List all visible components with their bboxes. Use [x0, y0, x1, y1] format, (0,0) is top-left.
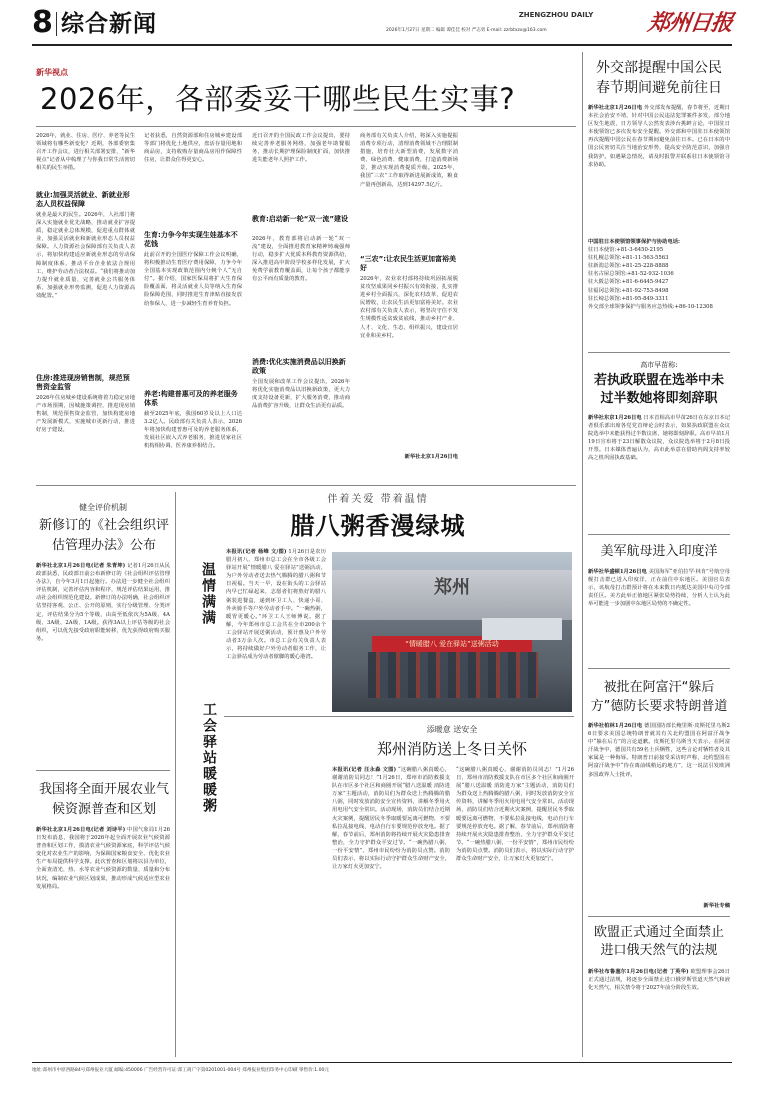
takaichi-dateline: 新华社东京1月26日电 [588, 415, 642, 421]
right-rule-4 [588, 916, 730, 917]
lead-column-2 [144, 132, 242, 477]
newspaper-logo [646, 7, 738, 39]
porridge-byline: 本报讯(记者 杨峰 文/图) [226, 549, 287, 555]
subhead-consumption: 消费:优化实施消费品以旧换新政策 [252, 358, 346, 375]
hotline-item: 驻名古屋总领馆:+81-52-932-1036 [588, 271, 674, 278]
left-rule-1 [36, 770, 170, 771]
hotline-item: 驻大阪总领馆:+81-6-6445-9427 [588, 279, 669, 286]
housing-text: 2026年住房城乡建设系统将着力稳定房地产市场预期，因城施策调控，推进现房销售制，规范预售资金监管，加快构建房地产发展新模式，实施城市更新行动，推进好房子建设。 [36, 395, 135, 434]
social-org-kicker: 健全评价机制 [79, 503, 127, 512]
kicker-label: 新华视点 [36, 68, 68, 77]
subhead-rural: “三农”:让农民生活更加富裕美好 [360, 255, 457, 272]
lead-column-4 [360, 132, 458, 477]
takaichi-body [588, 414, 730, 526]
carrier-headline: 美军航母进入印度洋 [600, 544, 718, 559]
fire-headline: 郑州消防送上冬日关怀 [376, 740, 527, 758]
carrier-body [588, 568, 730, 662]
agri-climate-headline: 我国将全面开展农业气候资源普查和区划 [38, 782, 169, 817]
right-rule-2 [588, 534, 730, 535]
education-text: 2026年，教育部将启动新一轮“双一流”建设，全面推进教育家精神铸魂强师行动，稳步扩大优质本科教育资源供给，深入推进高中阶段学校多样化发展，扩大免费学前教育覆盖面，让每个孩子都能享有公平而有质量的教育。 [252, 236, 350, 283]
porridge-body [226, 548, 326, 938]
social-org-text: 记者1月26日从民政部获悉，民政部日前公布新修订的《社会组织评估管理办法》，自今年3月1日起施行。办法进一步健全社会组织评估机制，完善评估内容和程序，规范评估结果运用，推动社会组织规范化建设。新修订的办法明确，社会组织评估坚持客观、公正、公开的原则，实行分级管理、分类评定，评估结果分为5个等级，由高至低依次为5A级、4A级、3A级、2A级、1A级。获得3A以上评估等级的社会组织，可以优先接受政府职能转移，优先获得政府购买服务。 [36, 563, 170, 642]
lead-column-3 [252, 132, 350, 477]
station-sign: 郑州 [434, 577, 470, 598]
footer-rule [32, 1062, 732, 1063]
hotline-item: 驻福冈总领馆:+81-92-753-8498 [588, 287, 669, 294]
date-line: 2026年1月27日 星期二 编辑 谭佳佳 校对 严志勇 E-mail: zzrbtxzx@163.com [386, 28, 547, 33]
rural-text: 2026年，农业农村部将持续巩固拓展脱贫攻坚成果同乡村振兴有效衔接，扎实推进乡村全面振兴，深化农村改革，促进农民增收，让农民生活更加富裕美好。农业农村部有关负责人表示，将坚决守住不发生规模性返贫致贫底线，推动乡村产业、人才、文化、生态、组织振兴，建设宜居宜业和美乡村。 [360, 276, 458, 339]
employment-text: 就业是最大的民生。2026年，人社部门将深入实施就业优先战略，推动就业扩容提质，稳定就业总体规模，促进重点群体就业，加强灵活就业和新就业形态人员权益保障。人力资源社会保障部有关负责人表示，将加快构建适应新就业形态的劳动保障制度体系，推动平台企业依法合规用工，维护劳动者合法权益。“我们将推动加力提升就业质量，完善就业公共服务体系，加强就业形势监测，促进人力资源高效配置。” [36, 212, 135, 299]
footer: 地址:郑州市中原西路84号郑州报业大厦 邮编:450006 广告经营许可证:郑工商广字第0201001-004号 郑州报业集团印务中心印刷 零售价:1.00元 [32, 1068, 330, 1073]
lead-intro: 2026年，就业、住房、医疗、养老等民生领域将有哪些新变化？近期，各部委密集召开工作会议，进行相关部署安排，“新华视点”记者从中梳理了与你我日常生活密切相关的民生举措。 [36, 133, 135, 172]
takaichi-text: 日本首相高市早苗26日在东京日本记者俱乐部出席各党党首辩论会时表示，如果执政联盟在众议院选举中未能获得过半数议席，她将即刻辞职。高市早苗1月19日宣布将于23日解散众议院，众议院选举将于2月8日投开票。日本媒体普遍认为，高市此举意在借助内阁支持率较高之机巩固执政基础。 [588, 415, 730, 462]
lead-source: 新华社北京1月26日电 [404, 454, 458, 460]
consumption-text: 全国发展和改革工作会议提出，2026年将优化实施消费品以旧换新政策，更大力度支持设备更新，扩大服务消费，推动商品消费扩容升级，让群众生活更有品质。 [252, 379, 350, 410]
japan-travel-body [588, 104, 730, 234]
carrier-dateline: 新华社华盛顿1月26日电 [588, 569, 647, 575]
fire-col-2 [456, 766, 574, 1056]
carrier-text: 美国海军“亚伯拉罕·林肯”号航空母舰打击群已进入印度洋，正在前往中东地区。美国官员表示，该航母打击群预计将在未来数日内抵达美国中央司令部责任区。美方此举正值地区紧张局势持续，分析人士认为此举可能进一步加剧中东地区局势的不确定性。 [588, 569, 730, 608]
germany-source: 新华社专稿 [703, 903, 730, 909]
hotline-item: 驻札幌总领馆:+81-11-563-5563 [588, 255, 669, 262]
japan-travel-headline: 外交部提醒中国公民春节期间避免前往日 [596, 60, 722, 96]
hotline-item: 驻新潟总领馆:+81-25-228-8888 [588, 263, 669, 270]
porridge-text: 1月26日是农历腊月初八，郑州市总工会在全市各级工会驿站开展“情暖腊八 爱在驿站”送粥活动，为户外劳动者送去热气腾腾的腊八粥和节日祝福。当天一早，设在街头的工会驿站内早已忙碌起来，志愿者们将熬好的腊八粥装进餐盒，递到环卫工人、快递小哥、外卖骑手等户外劳动者手中。“一碗热粥，暖胃更暖心。”环卫工人王师傅说。据了解，今年郑州市总工会共在全市200余个工会驿站开展送粥活动，预计惠及户外劳动者3万余人次。市总工会有关负责人表示，将持续做好户外劳动者服务工作，让工会驿站成为劳动者歇脚的暖心港湾。 [226, 549, 326, 661]
social-org-body [36, 562, 170, 762]
porridge-vertical-title-right: 工会驿站暖暖粥 [201, 702, 217, 814]
germany-body [588, 722, 730, 898]
germany-text: 德国国防部长鲍里斯·皮斯托里乌斯26日要求美国总统特朗普就其有关北约盟国在阿富汗战争中“躲在后方”的言论道歉。皮斯托里乌斯当天表示，在阿富汗战争中，德国共有59名士兵牺牲，这些言论对牺牲者及其家属是一种侮辱。特朗普日前接受采访时声称，北约盟国在阿富汗战争中“待在离前线稍远的地方”，这一说法引发欧洲多国政界人士批评。 [588, 723, 730, 778]
agri-climate-dateline: 新华社北京1月26日电(记者 刘诗平) [36, 827, 126, 833]
lead-bottom-rule [36, 485, 576, 486]
hotline-item: 外交部全球领事保护与服务应急热线:+86-10-12308 [588, 303, 713, 310]
consumption-text-cont: 商务部有关负责人介绍，将深入实施提振消费专项行动，清理消费领域不合理限制措施，培育壮大新型消费，发展数字消费、绿色消费、健康消费，打造消费新场景，推动实现消费提质升级。2025年，我国“三农”工作取得新进展新成效，粮食产量再创新高，达到14297.5亿斤。 [360, 133, 458, 188]
fire-text-cont: “这碗腊八粥真暖心，谢谢消防员同志！”1月26日，郑州市消防救援支队在市区多个社区和商圈开展“腊八送温暖 消防进万家”主题活动，消防员们为群众送上热腾腾的腊八粥，同时发放消防安全宣传资料，讲解冬季用火用电用气安全常识。活动现场，消防员们结合近期火灾案例，提醒居民冬季取暖要远离可燃物，不要私拉乱接电线，电动自行车要规范停放充电。据了解，春节前后，郑州消防将持续开展火灾隐患排查整治，全力守护群众平安过节。“一碗热腊八粥，一份平安情”，郑州市民纷纷为消防员点赞。消防员们表示，将以实际行动守护群众生命财产安全，让万家灯火更加安宁。 [456, 767, 574, 863]
left-column-divider [175, 492, 176, 1057]
agri-climate-text: 中国气象局1月26日发布消息，我国将于2026年起全面开展农业气候资源普查和区划工作，摸清农业气候资源家底，科学评估气候变化对农业生产的影响，为保障国家粮食安全、优化农业生产布局提供科学支撑。此次普查和区划将以县为单位，全面查清光、热、水等农业气候资源的数量、质量和分布状况，编制农业气候区划成果，推动形成气候适应型农业发展格局。 [36, 827, 170, 890]
hotline-list [588, 246, 730, 311]
hotline-title: 中国驻日本使领馆领事保护与协助电话: [588, 239, 681, 245]
porridge-photo [332, 552, 572, 712]
tents [482, 618, 562, 640]
consular-hotlines [588, 238, 730, 346]
elderly-text: 截至2025年底，我国60岁及以上人口达3.2亿人。民政部有关负责人表示，2026年将加快构建普惠可及的养老服务体系，发展社区嵌入式养老服务，推进居家社区机构相协调、医养康养相结合。 [144, 411, 242, 450]
porridge-vertical-title-left: 温情满满 [200, 562, 216, 626]
eu-gas-body [588, 968, 730, 1054]
eu-gas-text: 欧盟理事会26日正式通过法规，将逐步全面禁止进口俄罗斯管道天然气和液化天然气，相关禁令将于2027年前分阶段生效。 [588, 969, 730, 992]
porridge-headline: 腊八粥香漫绿城 [290, 512, 466, 540]
germany-dateline: 新华社柏林1月26日电 [588, 723, 643, 729]
elderly-text-cont: 近日召开的全国民政工作会议提出，要持续完善养老服务网络，加强老年助餐服务，推动长期护理保险制度扩面，加快推进失能老年人照护工作。 [252, 133, 350, 164]
page-number: 8 [32, 6, 53, 40]
subhead-employment: 就业:加强灵活就业、新就业形态人员权益保障 [36, 191, 130, 208]
hotline-item: 驻长崎总领馆:+81-95-849-3311 [588, 295, 669, 302]
right-rule-1 [588, 352, 730, 353]
housing-text-cont: 记者获悉，自然资源部和住房城乡建设部等部门将优化土地供应，盘活存量用地和商品房，支持收购存量商品房用作保障性住房，让群众住得更安心。 [144, 133, 242, 164]
masthead [32, 6, 732, 42]
takaichi-headline: 若执政联盟在选举中未过半数她将即刻辞职 [593, 373, 724, 406]
right-column-divider [582, 52, 583, 1057]
hotline-item: 驻日本使馆:+81-3-6450-2195 [588, 247, 664, 254]
masthead-rule [32, 44, 732, 46]
takaichi-kicker: 高市早苗称: [640, 361, 678, 369]
subhead-childbirth: 生育:力争今年实现生娃基本不花钱 [144, 231, 238, 248]
lead-kicker [36, 60, 96, 77]
germany-headline: 被批在阿富汗“躲后方”德防长要求特朗普道 [590, 680, 728, 714]
lead-headline-rule [36, 126, 576, 127]
right-rule-3 [588, 668, 730, 669]
eu-gas-headline: 欧盟正式通过全面禁止进口俄天然气的法规 [593, 925, 724, 958]
fire-byline: 本报讯(记者 汪永森 文图) [332, 767, 397, 773]
subhead-elderly: 养老:构建普惠可及的养老服务体系 [144, 390, 238, 407]
volunteers [368, 652, 538, 698]
social-org-headline: 新修订的《社会组织评估管理办法》公布 [38, 518, 169, 553]
logo-cn: 郑州日报 [646, 10, 734, 36]
porridge-kicker: 伴着关爱 带着温情 [327, 494, 429, 505]
lead-column-1 [36, 132, 135, 477]
activity-banner: “情暖腊八 爱在驿站”送粥活动 [372, 636, 532, 652]
section-name: 综合新闻 [61, 11, 157, 37]
fire-kicker: 添暖意 送安全 [426, 725, 478, 734]
social-org-dateline: 新华社北京1月26日电(记者 朱青坤) [36, 563, 126, 569]
eu-gas-dateline: 新华社布鲁塞尔1月26日电(记者 丁英华) [588, 969, 689, 975]
agri-climate-body [36, 826, 170, 1054]
childbirth-text: 此前召开的全国医疗保障工作会议明确，将积极推动生育医疗费用保障，力争今年全国基本实现政策范围内分娩个人“无自付”。据介绍，国家医保局将扩大生育保险覆盖面，将灵活就业人员等纳入生育保险保障范围，同时推进生育津贴直接发放给参保人，进一步减轻生育养育负担。 [144, 252, 242, 307]
porridge-bottom-rule [224, 716, 574, 717]
japan-travel-dateline: 新华社北京1月26日电 [588, 105, 643, 111]
subhead-education: 教育:启动新一轮“双一流”建设 [252, 215, 349, 223]
japan-travel-text: 外交部发布提醒，春节将至，近期日本社会治安不靖，针对中国公民违法犯罪案件多发，部分地区发生地震，日方领导人公然发表涉台挑衅言论，中国驻日本使领馆已多次发布安全提醒。外交部和中国驻日本使领馆再次提醒中国公民在春节期间避免前往日本。已在日本的中国公民密切关注当地治安形势，提高安全防范意识，加强自我防护。如遇紧急情况，请及时报警并联系驻日本使领馆寻求协助。 [588, 105, 730, 168]
fire-text: “这碗腊八粥真暖心，谢谢消防员同志！”1月26日，郑州市消防救援支队在市区多个社区和商圈开展“腊八送温暖 消防进万家”主题活动，消防员们为群众送上热腾腾的腊八粥，同时发放消防安全宣传资料，讲解冬季用火用电用气安全常识。活动现场，消防员们结合近期火灾案例，提醒居民冬季取暖要远离可燃物，不要私拉乱接电线，电动自行车要规范停放充电。据了解，春节前后，郑州消防将持续开展火灾隐患排查整治，全力守护群众平安过节。“一碗热腊八粥，一份平安情”，郑州市民纷纷为消防员点赞。消防员们表示，将以实际行动守护群众生命财产安全，让万家灯火更加安宁。 [332, 767, 450, 871]
logo-en: ZHENGZHOU DAILY [518, 11, 594, 19]
subhead-housing: 住房:推进现房销售制，规范预售资金监管 [36, 374, 130, 391]
page-number-divider [56, 12, 57, 36]
fire-col-1 [332, 766, 450, 1056]
lead-headline: 2026年，各部委妥干哪些民生实事? [40, 82, 516, 116]
